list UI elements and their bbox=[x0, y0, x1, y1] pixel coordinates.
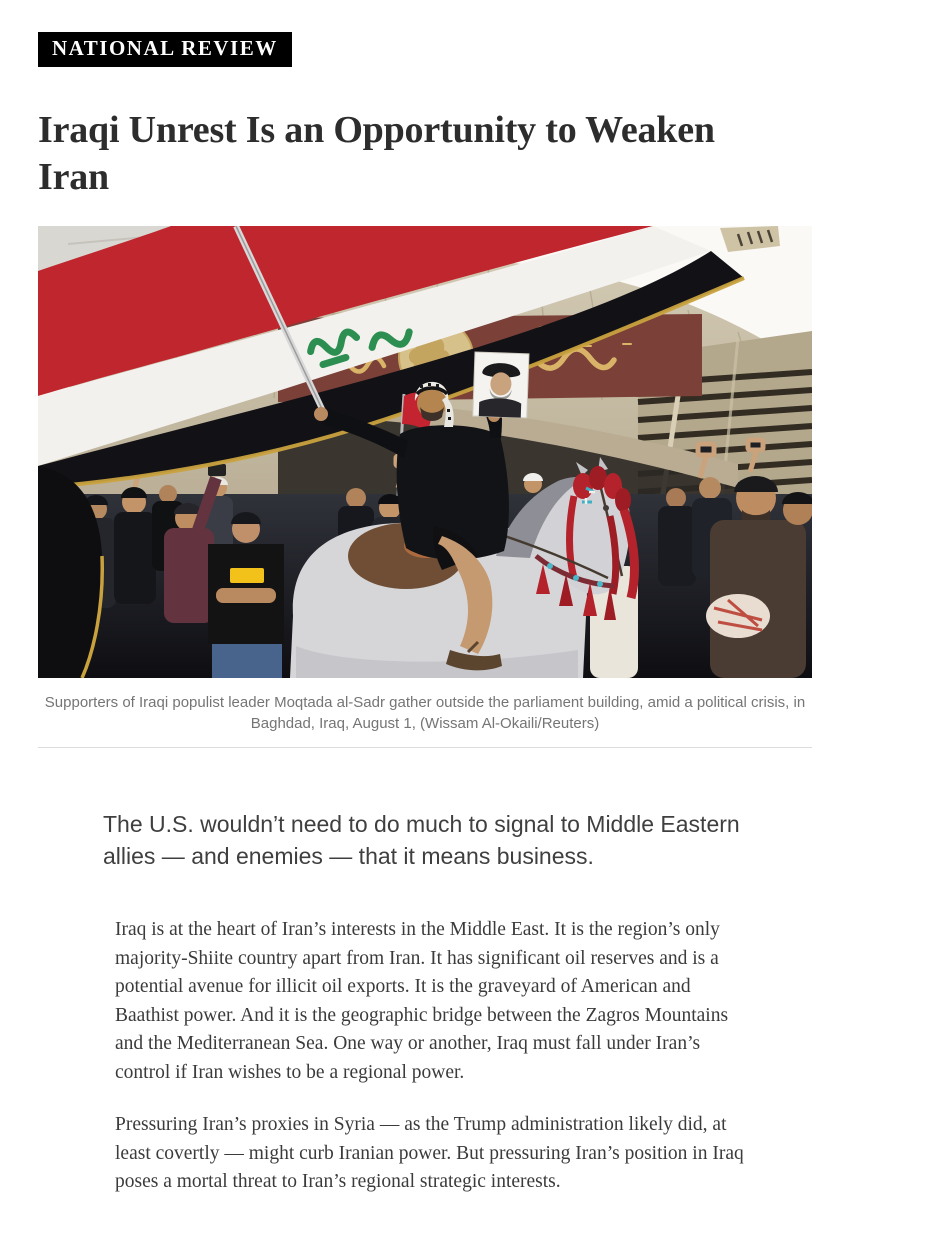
article-deck: The U.S. wouldn’t need to do much to signal to Middle Eastern allies — and enemies — that it means business. bbox=[103, 811, 740, 869]
sadr-portrait bbox=[473, 352, 529, 418]
logo-text: NATIONAL REVIEW bbox=[52, 36, 278, 60]
hero-photo bbox=[38, 226, 812, 678]
hero-caption: Supporters of Iraqi populist leader Moqtada al-Sadr gather outside the parliament building, amid a political crisis, in Baghdad, Iraq, August 1, (Wissam Al-Okaili/Reuters) bbox=[44, 694, 806, 732]
divider bbox=[38, 747, 812, 748]
national-review-logo[interactable] bbox=[38, 32, 292, 67]
article-headline: Iraqi Unrest Is an Opportunity to Weaken Iran bbox=[38, 109, 715, 198]
article-paragraph: Pressuring Iran’s proxies in Syria — as the Trump administration likely did, at least covertly — might curb Iranian power. But pressuring Iran’s position in Iraq poses a mortal threat to Iran’s regional strategic interests. bbox=[115, 1114, 744, 1192]
article-body bbox=[115, 916, 751, 1197]
hero-figure bbox=[38, 226, 812, 734]
article-paragraph: Iraq is at the heart of Iran’s interests in the Middle East. It is the region’s only majority-Shiite country apart from Iran. It has significant oil reserves and is a potential avenue for illicit oil exports. It is the graveyard of American and Baathist power. And it is the geographic bridge between the Zagros Mountains and the Mediterranean Sea. One way or another, Iraq must fall under Iran’s control if Iran wishes to be a regional power. bbox=[115, 919, 729, 1083]
